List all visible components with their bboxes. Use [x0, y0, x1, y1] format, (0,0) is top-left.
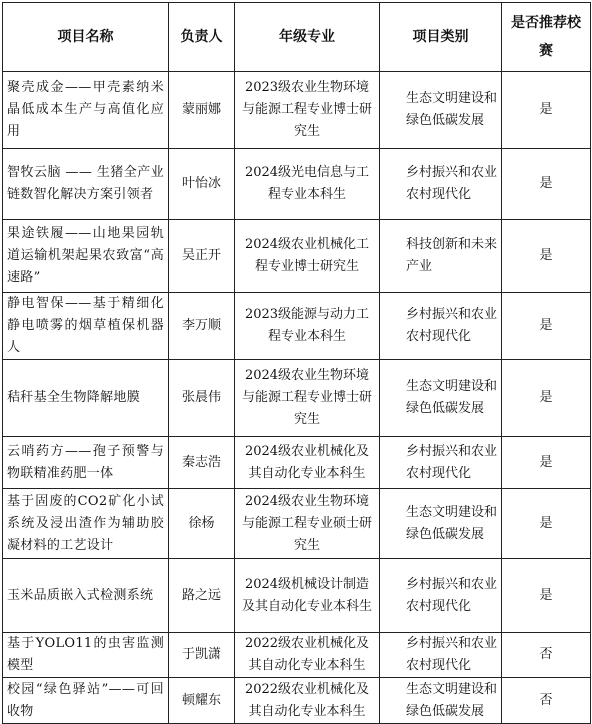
recommend-cell: 是 [502, 360, 591, 437]
grade-major-cell: 2024级农业生物环境与能源工程专业硕士研究生 [235, 489, 380, 559]
table-row [3, 293, 591, 360]
header-recommend: 是否推荐校赛 [502, 3, 591, 72]
project-name-cell: 果途铁履——山地果园轨道运输机架起果农致富“高速路” [3, 220, 169, 293]
header-category: 项目类别 [380, 3, 502, 72]
leader-cell: 叶怡冰 [169, 149, 235, 220]
grade-major-cell: 2022级农业机械化及其自动化专业本科生 [235, 633, 380, 678]
grade-major-cell: 2023级能源与动力工程专业本科生 [235, 293, 380, 360]
project-name-cell: 云哨药方——孢子预警与物联精准药肥一体 [3, 437, 169, 489]
grade-major-cell: 2024级光电信息与工程专业本科生 [235, 149, 380, 220]
table-row [3, 559, 591, 633]
category-cell: 乡村振兴和农业农村现代化 [380, 633, 502, 678]
project-name-cell: 秸秆基全生物降解地膜 [3, 360, 169, 437]
leader-cell: 路之远 [169, 559, 235, 633]
grade-major-cell: 2023级农业生物环境与能源工程专业博士研究生 [235, 72, 380, 149]
recommend-cell: 是 [502, 293, 591, 360]
header-row [3, 3, 591, 72]
table-row [3, 633, 591, 678]
grade-major-cell: 2022级农业机械化及其自动化专业本科生 [235, 678, 380, 724]
table-row [3, 437, 591, 489]
grade-major-cell: 2024级农业机械化工程专业博士研究生 [235, 220, 380, 293]
grade-major-cell: 2024级农业生物环境与能源工程专业博士研究生 [235, 360, 380, 437]
category-cell: 科技创新和未来产业 [380, 220, 502, 293]
leader-cell: 顿耀东 [169, 678, 235, 724]
header-leader: 负责人 [169, 3, 235, 72]
category-cell: 生态文明建设和绿色低碳发展 [380, 489, 502, 559]
recommend-cell: 否 [502, 633, 591, 678]
table-row [3, 678, 591, 724]
table-row [3, 149, 591, 220]
project-name-cell: 基于YOLO11的虫害监测模型 [3, 633, 169, 678]
recommend-cell: 是 [502, 220, 591, 293]
category-cell: 生态文明建设和绿色低碳发展 [380, 678, 502, 724]
leader-cell: 蒙丽娜 [169, 72, 235, 149]
recommend-cell: 否 [502, 678, 591, 724]
table-row [3, 220, 591, 293]
leader-cell: 秦志浩 [169, 437, 235, 489]
recommend-cell: 是 [502, 489, 591, 559]
recommend-cell: 是 [502, 149, 591, 220]
category-cell: 生态文明建设和绿色低碳发展 [380, 72, 502, 149]
leader-cell: 吴正开 [169, 220, 235, 293]
recommend-cell: 是 [502, 559, 591, 633]
grade-major-cell: 2024级机械设计制造及其自动化专业本科生 [235, 559, 380, 633]
category-cell: 生态文明建设和绿色低碳发展 [380, 360, 502, 437]
header-project-name: 项目名称 [3, 3, 169, 72]
table-row [3, 72, 591, 149]
project-table [2, 2, 591, 724]
category-cell: 乡村振兴和农业农村现代化 [380, 437, 502, 489]
leader-cell: 李万顺 [169, 293, 235, 360]
leader-cell: 于凯潇 [169, 633, 235, 678]
recommend-cell: 是 [502, 72, 591, 149]
grade-major-cell: 2024级农业机械化及其自动化专业本科生 [235, 437, 380, 489]
project-name-cell: 玉米品质嵌入式检测系统 [3, 559, 169, 633]
category-cell: 乡村振兴和农业农村现代化 [380, 293, 502, 360]
leader-cell: 徐杨 [169, 489, 235, 559]
leader-cell: 张晨伟 [169, 360, 235, 437]
category-cell: 乡村振兴和农业农村现代化 [380, 149, 502, 220]
project-name-cell: 智牧云脑 —— 生猪全产业链数智化解决方案引领者 [3, 149, 169, 220]
project-name-cell: 基于固废的CO2矿化小试系统及浸出渣作为辅助胶凝材料的工艺设计 [3, 489, 169, 559]
table-row [3, 360, 591, 437]
project-name-cell: 校园“绿色驿站”——可回收物 [3, 678, 169, 724]
category-cell: 乡村振兴和农业农村现代化 [380, 559, 502, 633]
recommend-cell: 是 [502, 437, 591, 489]
table-row [3, 489, 591, 559]
project-name-cell: 聚壳成金——甲壳素纳米晶低成本生产与高值化应用 [3, 72, 169, 149]
project-name-cell: 静电智保——基于精细化静电喷雾的烟草植保机器人 [3, 293, 169, 360]
header-grade-major: 年级专业 [235, 3, 380, 72]
